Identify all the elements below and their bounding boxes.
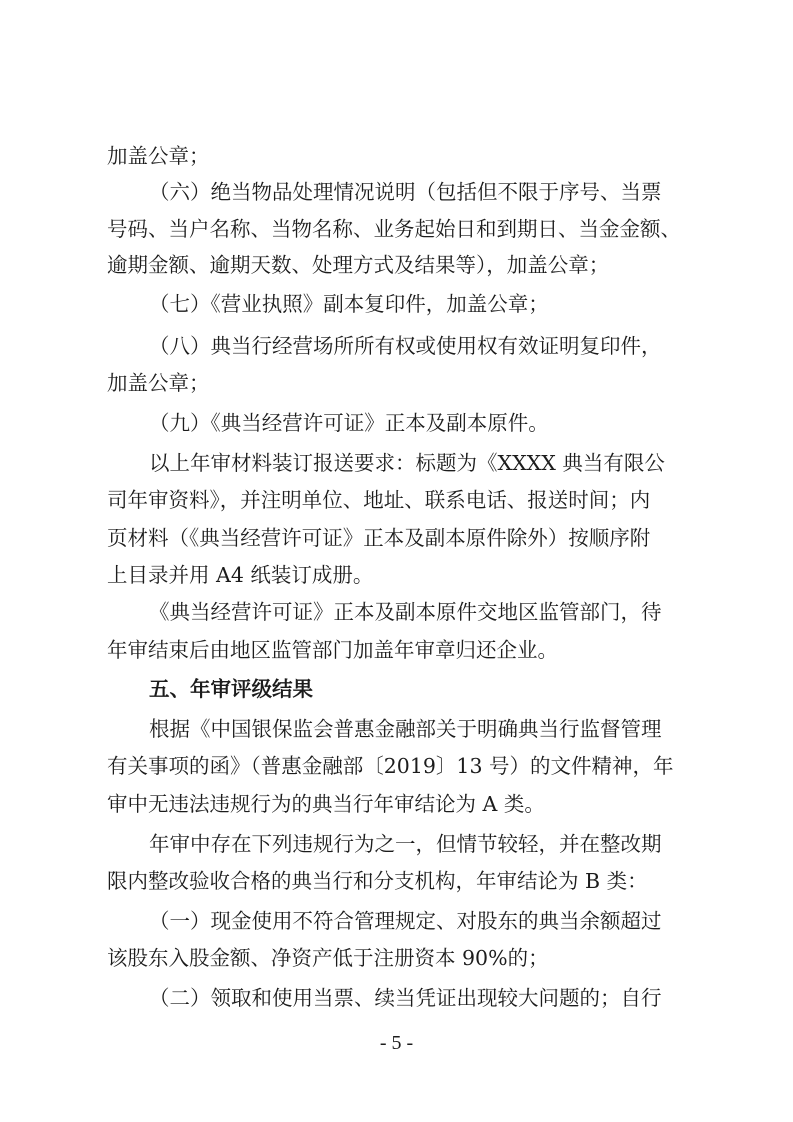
text-line: （九）《典当经营许可证》正本及副本原件。 — [149, 411, 549, 435]
text-line: 号码、当户名称、当物名称、业务起始日和到期日、当金金额、 — [107, 217, 681, 241]
page-number: - 5 - — [379, 1032, 414, 1054]
text-line: 审中无违法违规行为的典当行年审结论为 A 类。 — [107, 792, 545, 816]
text-line: 《典当经营许可证》正本及副本原件交地区监管部门，待 — [149, 600, 662, 624]
text-line: 有关事项的函》（普惠金融部〔2019〕13 号）的文件精神，年 — [107, 754, 674, 778]
text-line: （六）绝当物品处理情况说明（包括但不限于序号、当票 — [149, 180, 662, 204]
text-line: 加盖公章； — [107, 144, 210, 168]
text-line: 页材料（《典当经营许可证》正本及副本原件除外）按顺序附 — [107, 526, 651, 550]
section-heading: 五、年审评级结果 — [149, 677, 313, 701]
text-line: 根据《中国银保监会普惠金融部关于明确典当行监督管理 — [149, 717, 662, 741]
text-line: 该股东入股金额、净资产低于注册资本 90%的； — [107, 946, 549, 970]
text-line: 以上年审材料装订报送要求：标题为《XXXX 典当有限公 — [149, 451, 665, 475]
text-line: 司年审资料》，并注明单位、地址、联系电话、报送时间；内 — [107, 488, 651, 512]
text-line: （七）《营业执照》副本复印件，加盖公章； — [149, 292, 549, 316]
text-line: （二）领取和使用当票、续当凭证出现较大问题的；自行 — [149, 986, 662, 1010]
text-line: 限内整改验收合格的典当行和分支机构，年审结论为 B 类： — [107, 869, 648, 893]
text-line: 年审结束后由地区监管部门加盖年审章归还企业。 — [107, 638, 558, 662]
text-line: （八）典当行经营场所所有权或使用权有效证明复印件， — [149, 334, 662, 358]
text-line: 上目录并用 A4 纸装订成册。 — [107, 563, 374, 587]
text-line: 年审中存在下列违规行为之一，但情节较轻，并在整改期 — [149, 832, 662, 856]
text-line: 加盖公章； — [107, 371, 210, 395]
text-line: （一）现金使用不符合管理规定、对股东的典当余额超过 — [149, 909, 662, 933]
text-line: 逾期金额、逾期天数、处理方式及结果等），加盖公章； — [107, 253, 610, 277]
